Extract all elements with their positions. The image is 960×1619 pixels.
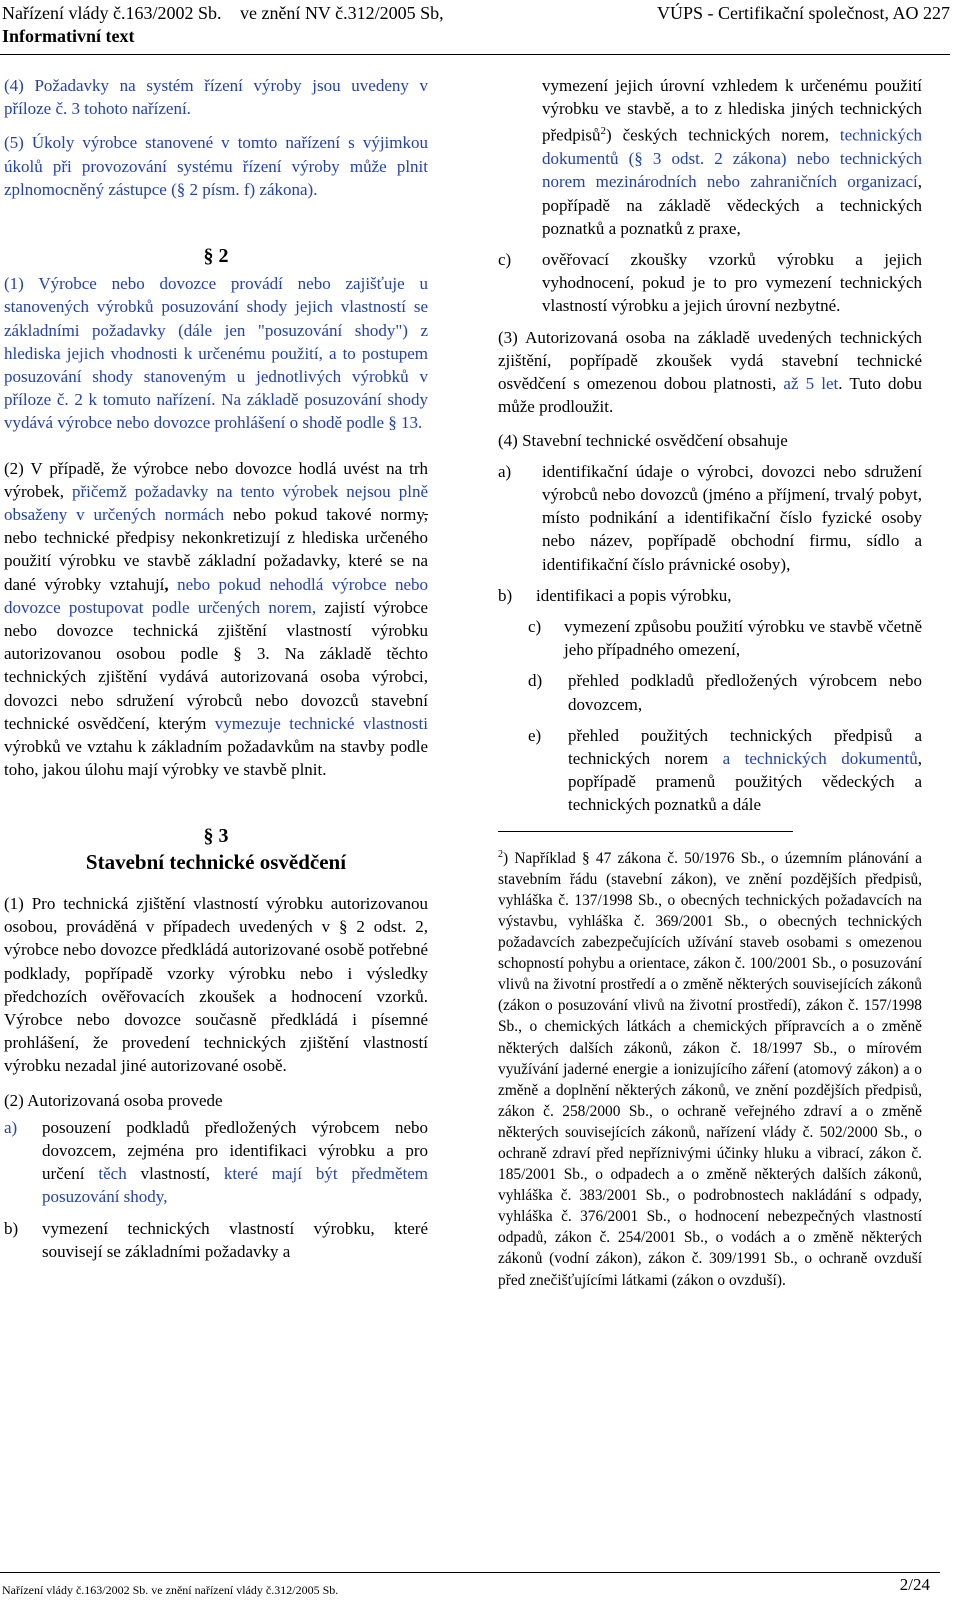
list-item-c: c) ověřovací zkoušky vzorků výrobku a jejich vyhodnocení, pokud je to pro vymezení technických vlastností výrobku a jejich úrovní nezbytné.: [498, 250, 922, 316]
paragraph-1-5: (5) Úkoly výrobce stanovené v tomto nařízení s výjimkou úkolů při provozování systému řízení výroby může plnit zplnomocněný zástupce (§ 2 písm. f) zákona).: [4, 133, 428, 199]
section-3-heading: § 3: [203, 825, 229, 848]
header-subtitle: Informativní text: [2, 26, 135, 46]
paragraph-3-4: (4) Stavební technické osvědčení obsahuje: [498, 430, 788, 450]
list-item-b: b) vymezení technických vlastností výrobku, které souvisejí se základními požadavky a: [4, 1218, 428, 1261]
content-item-b: b) identifikaci a popis výrobku,: [498, 585, 732, 605]
page-footer: [2, 1575, 930, 1598]
footer-divider: [0, 1572, 940, 1573]
paragraph-1-4: (4) Požadavky na systém řízení výroby jsou uvedeny v příloze č. 3 tohoto nařízení.: [4, 76, 428, 119]
content-item-c: c) vymezení způsobu použití výrobku ve stavbě včetně jeho případného omezení,: [528, 616, 922, 660]
paragraph-3-1: (1) Pro technická zjištění vlastností výrobku autorizovanou osobou, prováděná v případech uvedených v § 2 odst. 2, výrobce nebo dovozce předkládá autorizované osobě potřebné podklady, popřípadě vzorky výrobku nebo i výsledky předchozích ověřovacích zkoušek a hodnocení vzorků. Výrobce nebo dovozce současně předkládá i písemné prohlášení, že provedení technických zjištění vlastností výrobku nezadal jiné autorizované osobě.: [4, 893, 428, 1076]
right-column: [498, 74, 922, 1291]
page-number: 2/24: [899, 1575, 930, 1594]
footnote-divider: [498, 831, 793, 832]
paragraph-3-3: (3) Autorizovaná osoba na základě uvedených technických zjištění, popřípadě zkoušek vydá stavební technické osvědčení s omezenou dobou platnosti, až 5 let. Tuto dobu může prodloužit.: [498, 327, 922, 417]
section-3-title: Stavební technické osvědčení: [85, 849, 347, 874]
paragraph-3-2: (2) Autorizovaná osoba provede: [4, 1090, 223, 1110]
section-2-heading: § 2: [203, 245, 229, 268]
footnote-2: $^2$) Například § 47 zákona č. 50/1976 Sb., o územním plánování a stavebním řádu (stavební zákon), ve znění pozdějších předpisů, vyhláška č. 137/1998 Sb., o obecných technických požadavcích na výstavbu, vyhláška č. 369/2001 Sb., o obecných technických požadavcích zabezpečujících užívání staveb osobami s omezenou schopností pohybu a orientace, zákon č. 100/2001 Sb., o posuzování vlivů na životní prostředí a o změně některých souvisejících zákonů (zákon o posuzování vlivů na životní prostředí), zákon č. 157/1998 Sb., o chemických látkách a chemických přípravcích a o změně některých dalších zákonů, zákon č. 18/1997 Sb., o mírovém využívání jaderné energie a ionizujícího záření (atomový zákon) a o změně a doplnění některých zákonů, ve znění pozdějších předpisů, zákon č. 258/2000 Sb., o ochraně veřejného zdraví a o změně některých souvisejících zákonů, nařízení vlády č. 502/2000 Sb., o ochraně zdraví před nepříznivými účinky hluku a vibrací, zákon č. 185/2001 Sb., o odpadech a o změně některých dalších zákonů, vyhláška č. 383/2001 Sb., o podrobnostech nakládání s odpady, vyhláška č. 376/2001 Sb., o hodnocení nebezpečných vlastností odpadů, zákon č. 254/2001 Sb., o vodách a o změně některých zákonů (vodní zákon), zákon č. 309/1991 Sb., o ochraně ovzduší před znečišťujícími látkami (zákon o ovzduší).: [498, 848, 922, 1289]
header-organization: VÚPS - Certifikační společnost, AO 227: [657, 3, 950, 23]
content-item-a: a) identifikační údaje o výrobci, dovozci nebo sdružení výrobců nebo dovozců (jméno a příjmení, trvalý pobyt, místo podnikání a identifikační číslo fyzické osoby nebo název, popřípadě obchodní firmu, sídlo a identifikační číslo právnické osoby),: [498, 461, 922, 574]
content-item-d: d) přehled podkladů předložených výrobcem nebo dovozcem,: [528, 671, 922, 714]
list-item-b-continued: vymezení jejich úrovní vzhledem k určenému použití výrobku ve stavbě, a to z hlediska jiných technických předpisů$^2$) českých technických norem, technických dokumentů (§ 3 odst. 2 zákona) nebo technických norem mezinárodních nebo zahraničních organizací, popřípadě na základě vědeckých a technických poznatků a poznatků z praxe,: [542, 76, 922, 238]
paragraph-2-2: (2) V případě, že výrobce nebo dovozce hodlá uvést na trh výrobek, přičemž požadavky na tento výrobek nejsou plně obsaženy v určených normách nebo pokud takové normy, nebo technické předpisy nekonkretizují z hlediska určeného použití výrobku ve stavbě základní požadavky, které se na dané výrobky vztahují, nebo pokud nehodlá výrobce nebo dovozce postupovat podle určených norem, zajistí výrobce nebo dovozce technická zjištění vlastností výrobku autorizovanou osobou podle § 3. Na základě těchto technických zjištění vydává autorizovaná osoba výrobci, dovozci nebo sdružení výrobců nebo dovozců stavební technické osvědčení, kterým vymezuje technické vlastnosti výrobků ve vztahu k základním požadavkům na stavby podle toho, jakou úlohu mají výrobky ve stavbě plnit.: [4, 458, 429, 780]
list-item-a: a) posouzení podkladů předložených výrobcem nebo dovozcem, zejména pro identifikaci výrobku a pro určení těch vlastností, které mají být předmětem posuzování shody,: [4, 1117, 428, 1207]
header-divider: [0, 54, 950, 55]
left-column: [4, 74, 428, 1263]
header-regulation: Nařízení vlády č.163/2002 Sb.: [2, 3, 222, 23]
page-header: [2, 2, 950, 48]
paragraph-2-1: (1) Výrobce nebo dovozce provádí nebo zajišťuje u stanovených výrobků posuzování shody jejich vlastností se základními požadavky (dále jen "posuzování shody") z hlediska jejich vhodnosti k určenému použití, a to postupem posuzování shody stanoveným u jednotlivých výrobků v příloze č. 2 k tomuto nařízení. Na základě posuzování shody vydává výrobce nebo dovozce prohlášení o shodě podle § 13.: [4, 274, 428, 433]
header-amendment: ve znění NV č.312/2005 Sb,: [239, 3, 444, 23]
footer-regulation: Nařízení vlády č.163/2002 Sb. ve znění nařízení vlády č.312/2005 Sb.: [2, 1583, 339, 1597]
content-item-e: e) přehled použitých technických předpisů a technických norem a technických dokumentů, popřípadě pramenů použitých vědeckých a technických poznatků a dále: [528, 725, 923, 815]
